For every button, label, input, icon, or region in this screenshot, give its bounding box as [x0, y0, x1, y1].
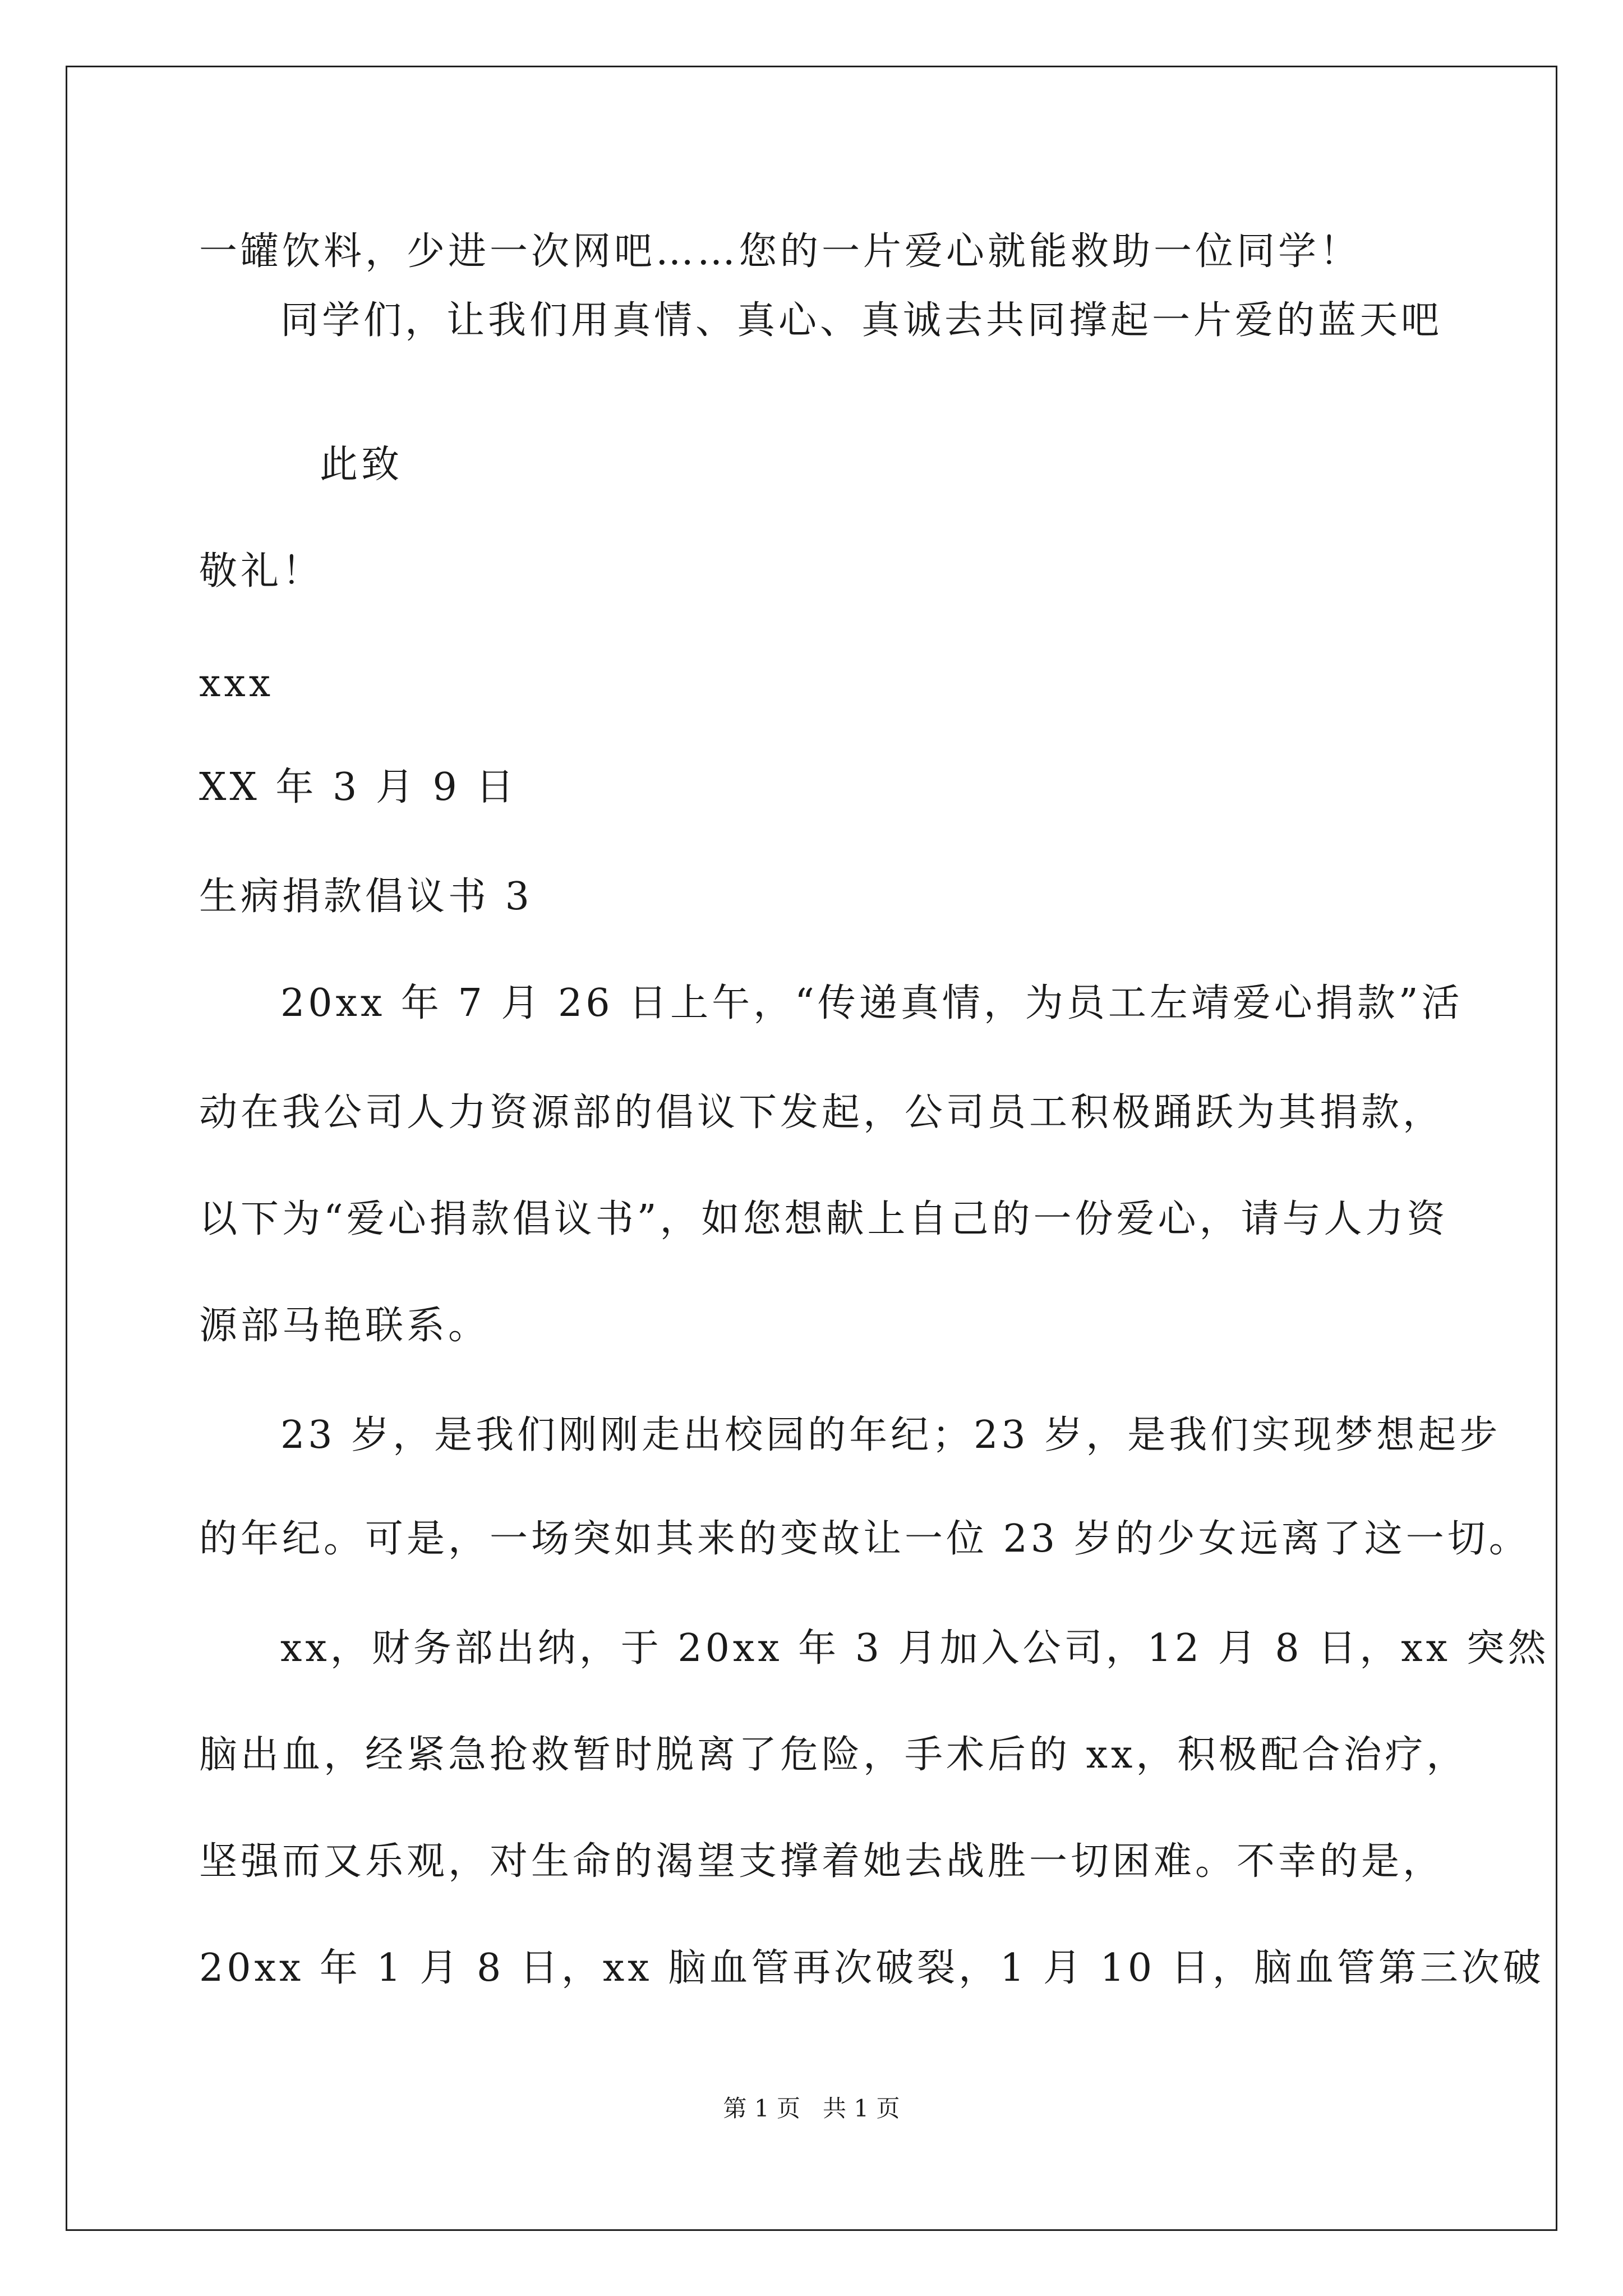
body-line-2: 同学们，让我们用真情、真心、真诚去共同撑起一片爱的蓝天吧 [280, 298, 1443, 343]
body-line-12: 23 岁，是我们刚刚走出校园的年纪；23 岁，是我们实现梦想起步 [280, 1413, 1501, 1457]
body-line-10: 以下为“爱心捐款倡议书”，如您想献上自己的一份爱心，请与人力资 [199, 1197, 1449, 1241]
signature-date: XX 年 3 月 9 日 [199, 765, 518, 809]
page-footer: 第 1 页 共 1 页 [723, 2095, 900, 2122]
body-line-13: 的年纪。可是，一场突如其来的变故让一位 23 岁的少女远离了这一切。 [199, 1517, 1530, 1561]
body-line-11: 源部马艳联系。 [199, 1304, 490, 1348]
body-line-8: 20xx 年 7 月 26 日上午，“传递真情，为员工左靖爱心捐款”活 [280, 981, 1463, 1025]
body-line-9: 动在我公司人力资源部的倡议下发起，公司员工积极踊跃为其捐款， [199, 1091, 1445, 1135]
section-title: 生病捐款倡议书 3 [199, 875, 533, 919]
body-line-17: 20xx 年 1 月 8 日，xx 脑血管再次破裂，1 月 10 日，脑血管第三次破 [199, 1946, 1544, 1990]
signature-name: xxx [199, 661, 274, 706]
closing-respect: 敬礼！ [199, 549, 324, 593]
page-border [66, 66, 1557, 2231]
body-line-1: 一罐饮料，少进一次网吧……您的一片爱心就能救助一位同学！ [199, 229, 1362, 274]
body-line-16: 坚强而又乐观，对生命的渴望支撑着她去战胜一切困难。不幸的是， [199, 1839, 1445, 1884]
closing-salutation: 此致 [320, 443, 403, 487]
body-line-15: 脑出血，经紧急抢救暂时脱离了危险，手术后的 xx，积极配合治疗， [199, 1733, 1468, 1777]
body-line-14: xx，财务部出纳，于 20xx 年 3 月加入公司，12 月 8 日，xx 突然 [280, 1626, 1550, 1671]
